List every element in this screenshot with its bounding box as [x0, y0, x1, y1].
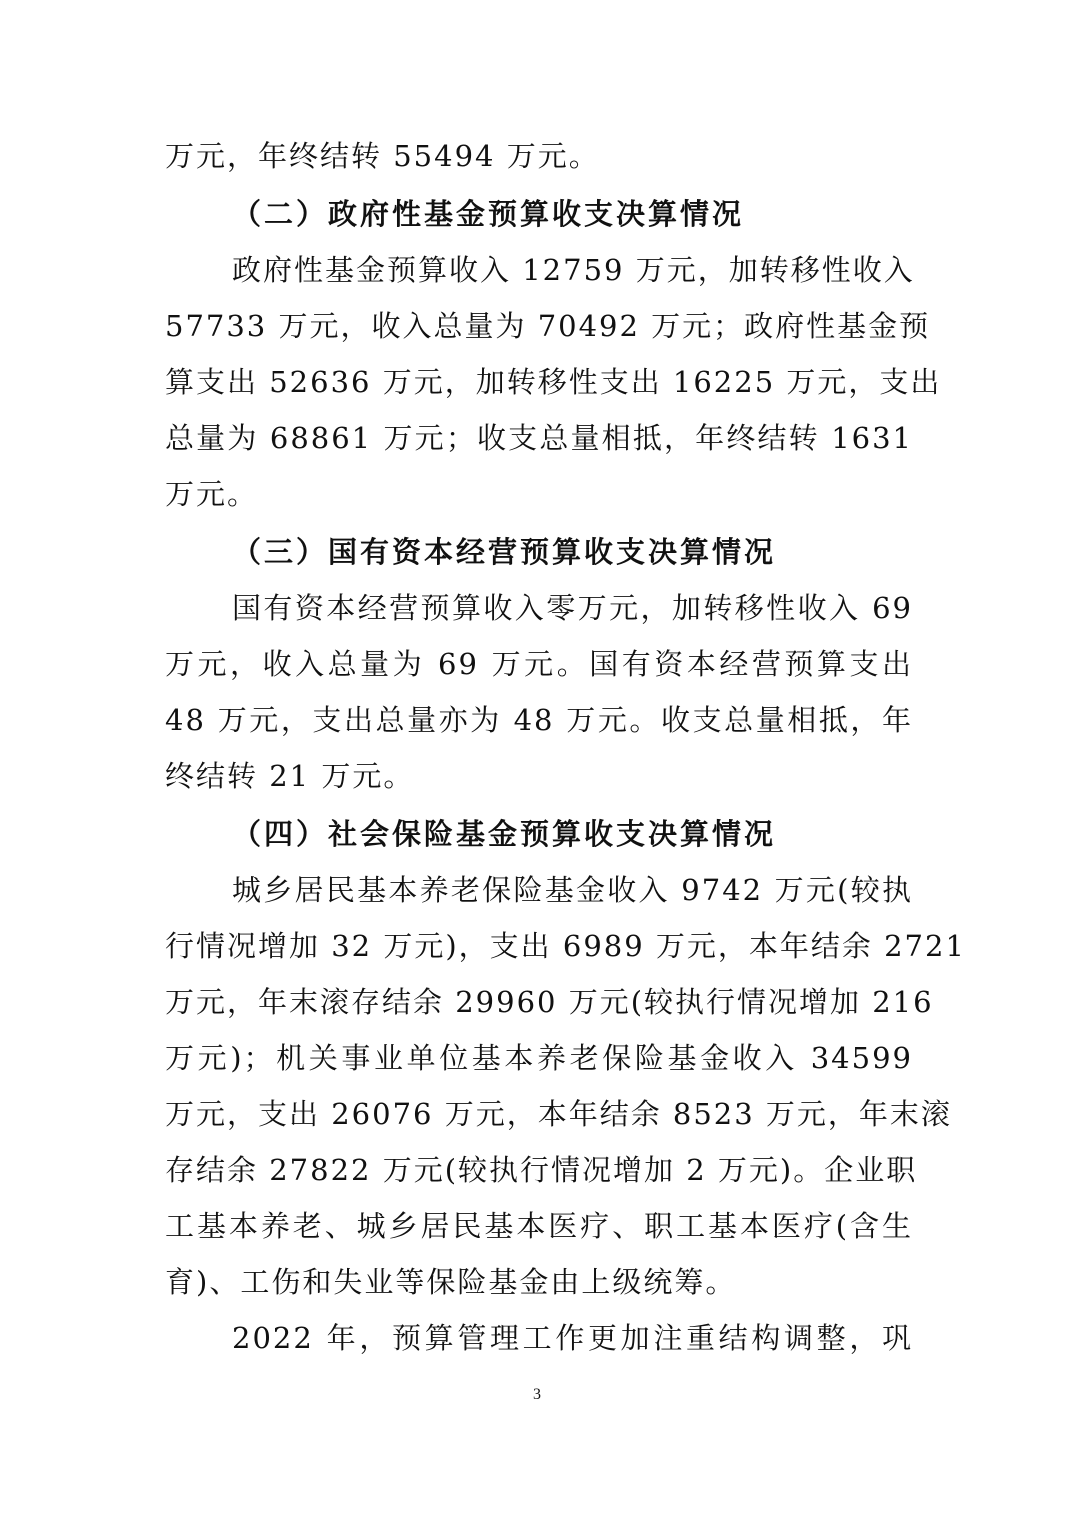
text-line: 2022 年，预算管理工作更加注重结构调整，巩 — [232, 1321, 913, 1355]
text-line: 算支出 52636 万元，加转移性支出 16225 万元，支出 — [165, 365, 942, 399]
text-line: 万元。 — [165, 477, 259, 511]
text-line: 政府性基金预算收入 12759 万元，加转移性收入 — [232, 253, 915, 287]
text-line: 万元，年末滚存结余 29960 万元(较执行情况增加 216 — [165, 985, 934, 1019]
text-line: 57733 万元，收入总量为 70492 万元；政府性基金预 — [165, 309, 931, 343]
text-line: 总量为 68861 万元；收支总量相抵，年终结转 1631 — [165, 421, 913, 455]
text-line: 万元，收入总量为 69 万元。国有资本经营预算支出 — [165, 647, 913, 681]
text-line: 育)、工伤和失业等保险基金由上级统筹。 — [165, 1265, 737, 1299]
text-line: 万元)；机关事业单位基本养老保险基金收入 34599 — [165, 1041, 913, 1075]
text-line: 万元，年终结转 55494 万元。 — [165, 139, 600, 173]
text-line: 存结余 27822 万元(较执行情况增加 2 万元)。企业职 — [165, 1153, 918, 1187]
text-line: 万元，支出 26076 万元，本年结余 8523 万元，年末滚 — [165, 1097, 952, 1131]
section-heading-social-insurance: （四）社会保险基金预算收支决算情况 — [232, 817, 777, 851]
text-line: 终结转 21 万元。 — [165, 759, 415, 793]
page-number: 3 — [533, 1386, 541, 1403]
text-line: 48 万元，支出总量亦为 48 万元。收支总量相抵，年 — [165, 703, 913, 737]
text-line: 城乡居民基本养老保险基金收入 9742 万元(较执 — [232, 873, 913, 907]
text-line: 行情况增加 32 万元)，支出 6989 万元，本年结余 2721 — [165, 929, 966, 963]
section-heading-government-fund: （二）政府性基金预算收支决算情况 — [232, 197, 745, 231]
text-line: 工基本养老、城乡居民基本医疗、职工基本医疗(含生 — [165, 1209, 913, 1243]
section-heading-state-capital: （三）国有资本经营预算收支决算情况 — [232, 535, 777, 569]
text-line: 国有资本经营预算收入零万元，加转移性收入 69 — [232, 591, 913, 625]
